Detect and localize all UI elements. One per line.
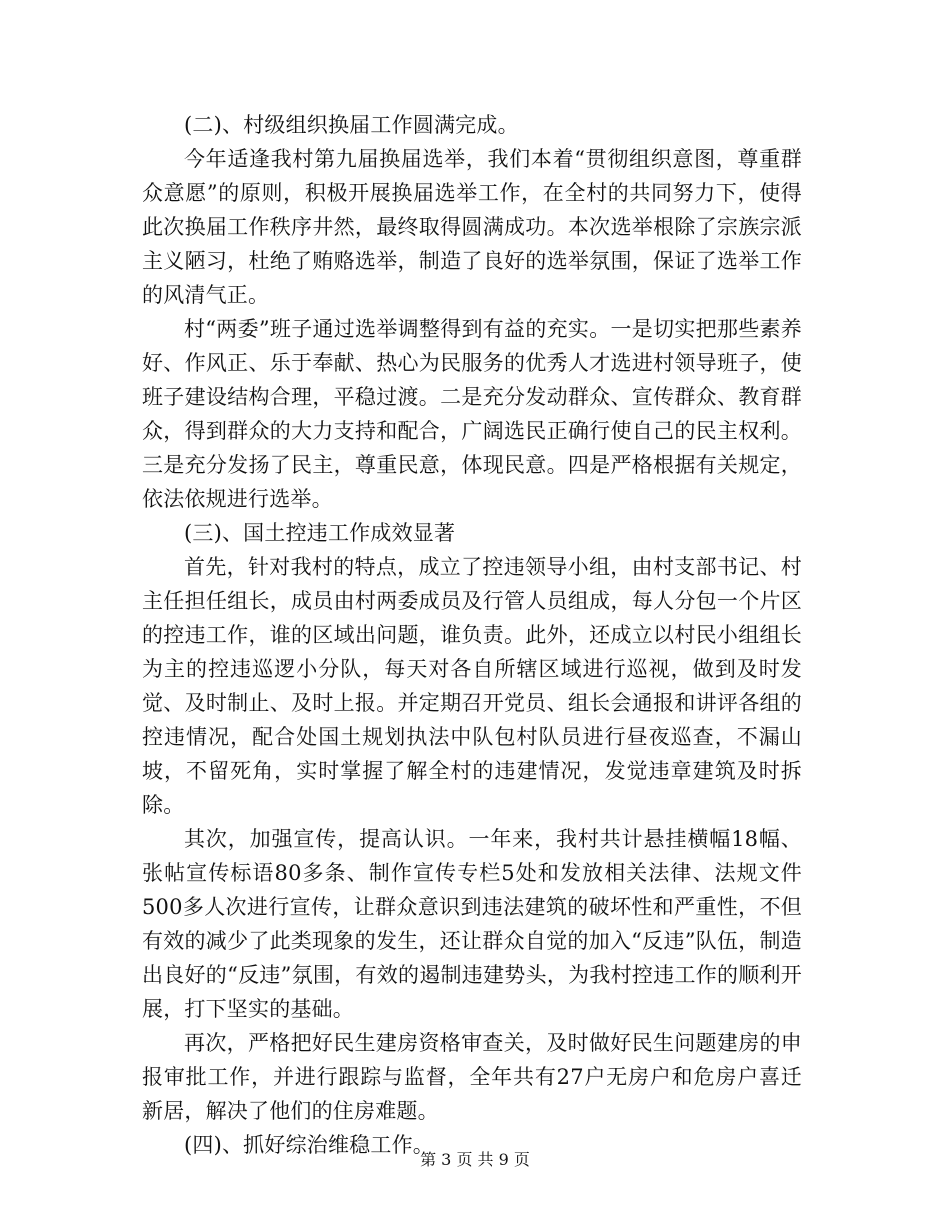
paragraph-publicity: 其次，加强宣传，提高认识。一年来，我村共计悬挂横幅18幅、张帖宣传标语80多条、制作宣传专栏5处和发放相关法律、法规文件500多人次进行宣传，让群众意识到违法建筑的破坏性和严重性，不但有效的减少了此类现象的发生，还让群众自觉的加入“反违”队伍，制造出良好的“反违”氛围，有效的遏制违建势头，为我村控违工作的顺利开展，打下坚实的基础。 (142, 827, 802, 1021)
page-footer: 第 3 页 共 9 页 (420, 1150, 530, 1169)
section-heading-land-control: (三)、国土控违工作成效显著 (184, 521, 456, 545)
paragraph-election-overview: 今年适逢我村第九届换届选举，我们本着“贯彻组织意图，尊重群众意愿”的原则，积极开展换届选举工作，在全村的共同努力下，使得此次换届工作秩序井然，最终取得圆满成功。本次选举根除了宗族宗派主义陋习，杜绝了贿赂选举，制造了良好的选举氛围，保证了选举工作的风清气正。 (142, 147, 802, 307)
paragraph-housing-review: 再次，严格把好民生建房资格审查关，及时做好民生问题建房的申报审批工作，并进行跟踪与监督，全年共有27户无房户和危房户喜迁新居，解决了他们的住房难题。 (142, 1031, 802, 1123)
paragraph-two-committees: 村“两委”班子通过选举调整得到有益的充实。一是切实把那些素养好、作风正、乐于奉献、热心为民服务的优秀人才选进村领导班子，使班子建设结构合理，平稳过渡。二是充分发动群众、宣传群众、教育群众，得到群众的大力支持和配合，广阔选民正确行使自己的民主权利。三是充分发扬了民主，尊重民意，体现民意。四是严格根据有关规定，依法依规进行选举。 (142, 317, 802, 511)
section-heading-village-election: (二)、村级组织换届工作圆满完成。 (184, 113, 519, 137)
document-body (142, 108, 802, 1162)
section-heading-stability: (四)、抓好综治维稳工作。 (184, 1133, 434, 1157)
paragraph-control-team: 首先，针对我村的特点，成立了控违领导小组，由村支部书记、村主任担任组长，成员由村两委成员及行管人员组成，每人分包一个片区的控违工作，谁的区域出问题，谁负责。此外，还成立以村民小组组长为主的控违巡逻小分队，每天对各自所辖区域进行巡视，做到及时发觉、及时制止、及时上报。并定期召开党员、组长会通报和讲评各组的控违情况，配合处国土规划执法中队包村队员进行昼夜巡查，不漏山坡，不留死角，实时掌握了解全村的违建情况，发觉违章建筑及时拆除。 (142, 555, 802, 817)
